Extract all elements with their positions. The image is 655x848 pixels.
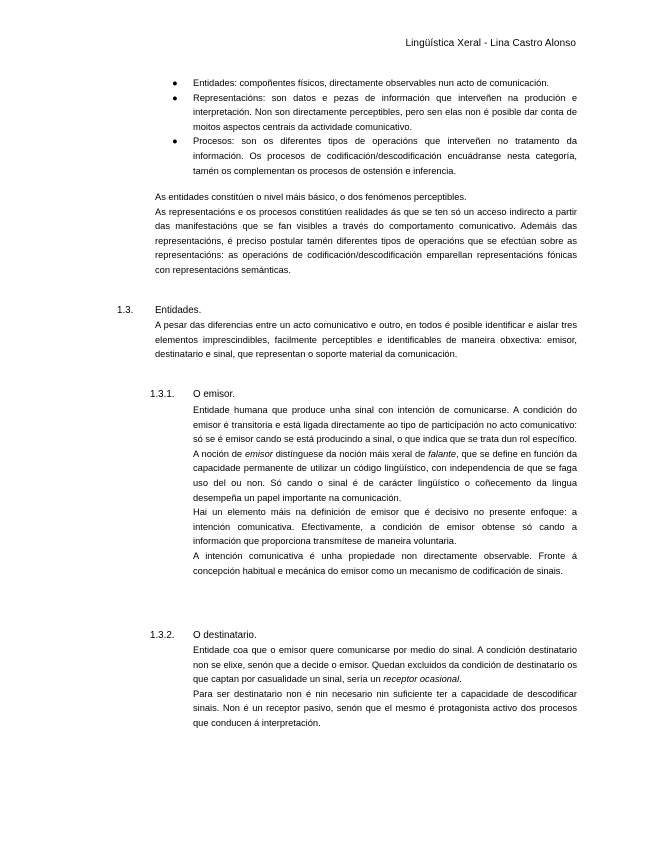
paragraph	[193, 643, 577, 687]
bullet-icon: ●	[172, 136, 178, 147]
bullet-icon: ●	[172, 78, 178, 88]
page-header: Lingüística Xeral - Lina Castro Alonso	[405, 38, 576, 49]
list-item	[172, 91, 577, 135]
bullet-list	[172, 76, 577, 178]
text-run: , que se define en función da capacidade permanente de utilizar un código lingüístico, con independencia de que se faga uso del ou non. Só cando o sinal é de carácter lingüístico o coñecemento da lingua desempeña un papel importante na comunicación.	[193, 448, 577, 503]
text-run: distínguese da noción máis xeral de	[272, 448, 429, 459]
paragraph	[193, 403, 577, 505]
intro-section	[155, 190, 577, 278]
emphasis-text: falante	[428, 448, 457, 459]
bullet-text: Entidades: compoñentes físicos, directamente observables nun acto de comunicación.	[193, 78, 550, 88]
subsection-number: 1.3.2.	[150, 630, 175, 641]
bullet-icon: ●	[172, 92, 178, 103]
paragraph: Para ser destinatario non é nin necesario nin suficiente ter a capacidade de descodificar sinais. Non é un receptor pasivo, senón que el mesmo é protagonista activo dos procesos que conducen á interpretación.	[193, 688, 577, 728]
section-body	[155, 318, 577, 362]
list-item	[172, 76, 577, 91]
paragraph: As representacións e os procesos constitúen realidades ás que se ten só un acceso indirecto a partir das manifestacións que se fan visibles a través do comportamento comunicativo. Ademáis das representacións, é preciso postular tamén diferentes tipos de operacións que se efectúan sobre as representacións: as operacións de codificación/descodificación emparellan representacións fónicas con representacións semánticas.	[155, 206, 577, 275]
text-run: .	[459, 674, 462, 685]
emphasis-text: emisor	[244, 448, 273, 459]
paragraph: A pesar das diferencias entre un acto comunicativo e outro, en todos é posible identificar e aislar tres elementos imprescindibles, facilmente perceptibles e identificables de maneira obxectiva: emisor, destinatario e sinal, que representan o soporte material da comunicación.	[155, 320, 577, 360]
emphasis-text: receptor ocasional	[383, 674, 460, 685]
subsection-number: 1.3.1.	[150, 389, 175, 400]
subsection-body	[193, 643, 577, 731]
subsection-title: O emisor.	[193, 389, 235, 400]
subsection-title: O destinatario.	[193, 630, 257, 641]
bullet-text: Procesos: son os diferentes tipos de operacións que interveñen no tratamento da información. Os procesos de codificación/descodificación encuádranse nesta categoría, tamén os complementan os procesos de ostensión e inferencia.	[193, 136, 577, 176]
subsection-body	[193, 403, 577, 578]
section-title: Entidades.	[155, 305, 202, 316]
paragraph: Hai un elemento máis na definición de emisor que é decisivo no presente enfoque: a intención comunicativa. Efectivamente, a condición de emisor obtense só cando a información que proporciona transmítese de maneira voluntaria.	[193, 507, 577, 547]
list-item	[172, 134, 577, 178]
paragraph: A intención comunicativa é unha propiedade non directamente observable. Fronte á concepción habitual e mecánica do emisor como un mecanismo de codificación de sinais.	[193, 550, 577, 576]
section-number: 1.3.	[117, 305, 134, 316]
text-run: Entidade humana que produce unha sinal con intención de comunicarse. A condición do emisor é transitoria e está ligada directamente ao tipo de participación no acto comunicativo: só se é emisor cando se está producindo a sinal, o que indica que se trata dun rol específico. A noción de	[193, 405, 577, 459]
text-run: Entidade coa que o emisor quere comunicarse por medio do sinal. A condición destinatario non se elixe, senón que a decide o emisor. Quedan excluidos da condición de destinatario os que captan por casualidade un sinal, sería un	[193, 645, 578, 685]
paragraph: As entidades constitúen o nivel máis básico, o dos fenómenos perceptibles.	[155, 192, 467, 202]
bullet-text: Representacións: son datos e pezas de información que interveñen na produción e interpretación. Non son directamente perceptibles, pero sen elas non é posible dar conta de moitos aspectos centrais da actividade comunicativo.	[193, 92, 577, 132]
